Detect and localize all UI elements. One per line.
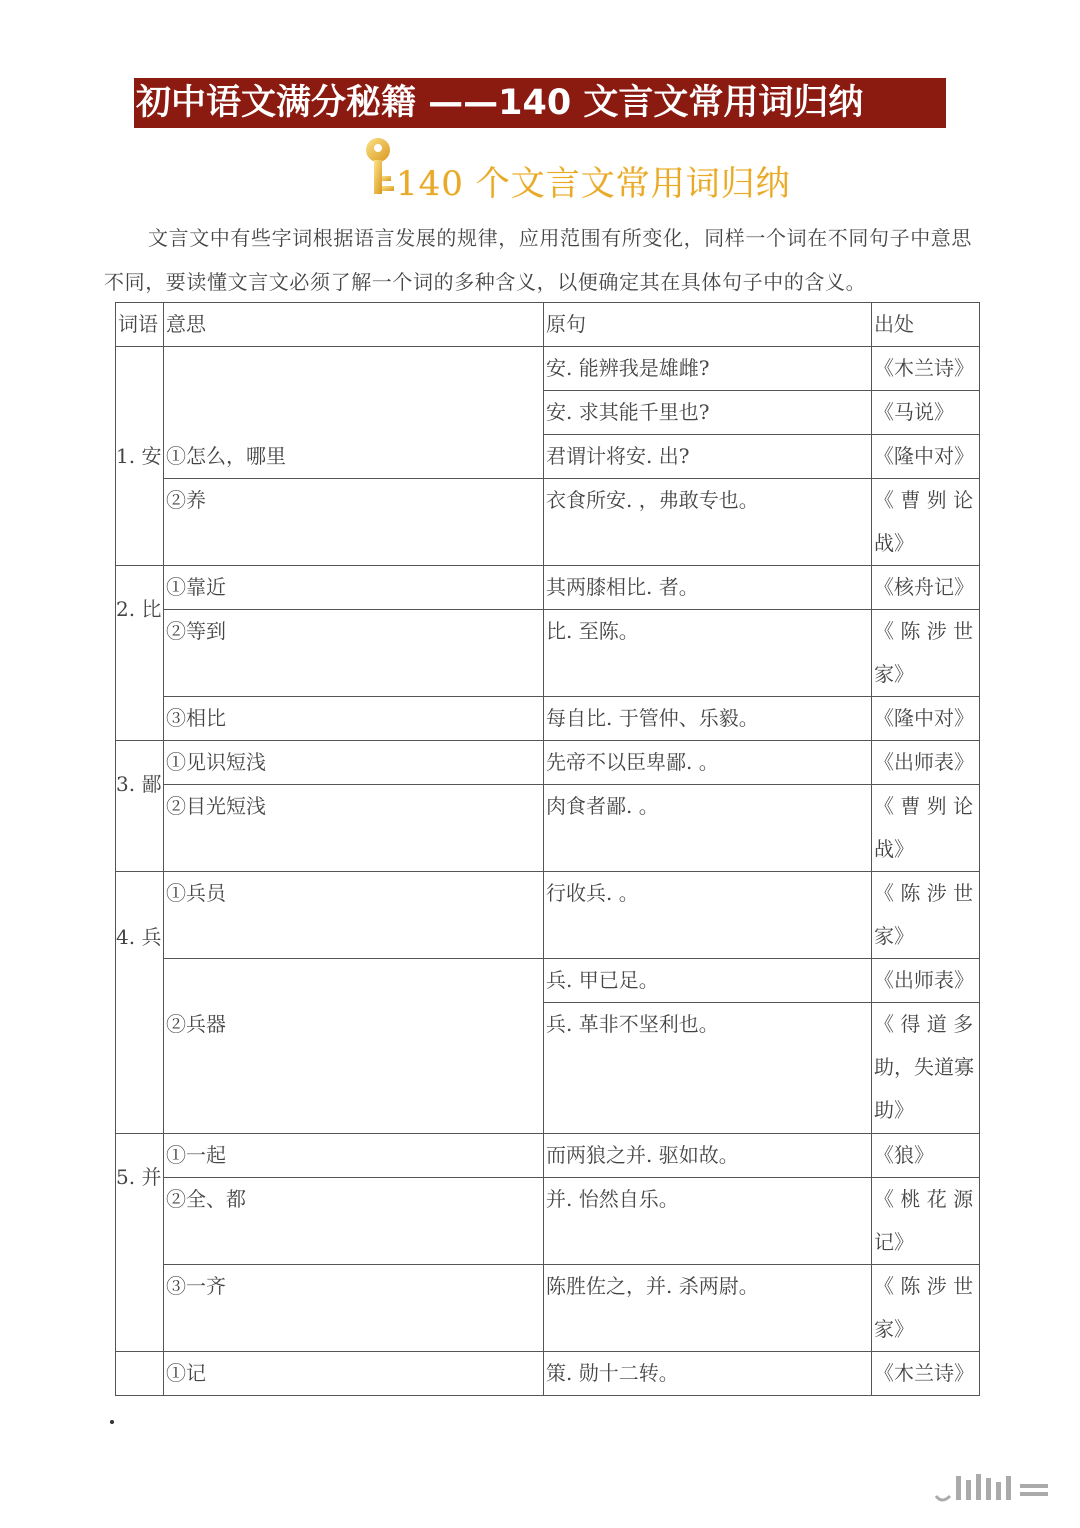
word-cell [116, 1352, 164, 1396]
sentence-cell: 衣食所安. ，弗敢专也。 [544, 479, 872, 566]
table-row [116, 566, 980, 610]
table-row [116, 785, 980, 872]
word-cell: 1. 安 [116, 347, 164, 566]
meaning-cell: ②目光短浅 [164, 785, 544, 872]
sentence-cell: 兵. 革非不坚利也。 [544, 1003, 872, 1134]
source-cell: 《 桃 花 源记》 [872, 1178, 980, 1265]
vocabulary-table [115, 302, 980, 1396]
table-row [116, 872, 980, 959]
table-row [116, 1178, 980, 1265]
meaning-cell: ①一起 [164, 1134, 544, 1178]
meaning-cell: ①见识短浅 [164, 741, 544, 785]
table-header-row [116, 303, 980, 347]
header-sentence: 原句 [544, 303, 872, 347]
meaning-cell: ②养 [164, 479, 544, 566]
sentence-cell: 安. 能辨我是雄雌? [544, 347, 872, 391]
page-title-banner: 初中语文满分秘籍 ——140 文言文常用词归纳 [134, 78, 946, 128]
source-cell: 《马说》 [872, 391, 980, 435]
source-cell: 《核舟记》 [872, 566, 980, 610]
meaning-cell: ①兵员 [164, 872, 544, 959]
sentence-cell: 安. 求其能千里也? [544, 391, 872, 435]
header-source: 出处 [872, 303, 980, 347]
sentence-cell: 每自比. 于管仲、乐毅。 [544, 697, 872, 741]
sentence-cell: 君谓计将安. 出? [544, 435, 872, 479]
intro-paragraph: 文言文中有些字词根据语言发展的规律，应用范围有所变化，同样一个词在不同句子中意思不同，要读懂文言文必须了解一个词的多种含义，以便确定其在具体句子中的含义。 [104, 226, 972, 294]
source-cell: 《出师表》 [872, 959, 980, 1003]
sentence-cell: 其两膝相比. 者。 [544, 566, 872, 610]
table-row [116, 479, 980, 566]
meaning-cell: ②全、都 [164, 1178, 544, 1265]
header-meaning: 意思 [164, 303, 544, 347]
source-cell: 《 陈 涉 世家》 [872, 872, 980, 959]
source-cell: 《木兰诗》 [872, 347, 980, 391]
meaning-cell: ②兵器 [164, 959, 544, 1134]
source-cell: 《木兰诗》 [872, 1352, 980, 1396]
table-row [116, 1265, 980, 1352]
table-row [116, 959, 980, 1003]
meaning-cell: ①靠近 [164, 566, 544, 610]
source-cell: 《 陈 涉 世家》 [872, 1265, 980, 1352]
meaning-cell: ③一齐 [164, 1265, 544, 1352]
meaning-cell: ③相比 [164, 697, 544, 741]
word-cell: 2. 比 [116, 566, 164, 741]
sentence-cell: 兵. 甲已足。 [544, 959, 872, 1003]
key-icon [362, 136, 398, 198]
header-word: 词语 [116, 303, 164, 347]
meaning-cell: ①怎么，哪里 [164, 347, 544, 479]
sentence-cell: 肉食者鄙. 。 [544, 785, 872, 872]
watermark-icon [930, 1466, 1060, 1510]
source-cell: 《出师表》 [872, 741, 980, 785]
source-cell: 《 曹 刿 论战》 [872, 785, 980, 872]
word-cell: 5. 并 [116, 1134, 164, 1352]
table-row [116, 741, 980, 785]
sentence-cell: 并. 怡然自乐。 [544, 1178, 872, 1265]
source-cell: 《 曹 刿 论战》 [872, 479, 980, 566]
sentence-cell: 行收兵. 。 [544, 872, 872, 959]
meaning-cell: ①记 [164, 1352, 544, 1396]
sentence-cell: 陈胜佐之，并. 杀两尉。 [544, 1265, 872, 1352]
table-row [116, 1352, 980, 1396]
table-row [116, 347, 980, 391]
source-cell: 《 陈 涉 世家》 [872, 610, 980, 697]
sentence-cell: 先帝不以臣卑鄙. 。 [544, 741, 872, 785]
word-cell: 4. 兵 [116, 872, 164, 1134]
source-cell: 《 得 道 多助，失道寡助》 [872, 1003, 980, 1134]
sentence-cell: 比. 至陈。 [544, 610, 872, 697]
source-cell: 《狼》 [872, 1134, 980, 1178]
sentence-cell: 策. 勋十二转。 [544, 1352, 872, 1396]
word-cell: 3. 鄙 [116, 741, 164, 872]
source-cell: 《隆中对》 [872, 697, 980, 741]
table-row [116, 697, 980, 741]
table-row [116, 610, 980, 697]
source-cell: 《隆中对》 [872, 435, 980, 479]
table-row [116, 1134, 980, 1178]
meaning-cell: ②等到 [164, 610, 544, 697]
sentence-cell: 而两狼之并. 驱如故。 [544, 1134, 872, 1178]
bullet-dot [110, 1420, 114, 1424]
section-subtitle: 140 个文言文常用词归纳 [396, 164, 791, 204]
